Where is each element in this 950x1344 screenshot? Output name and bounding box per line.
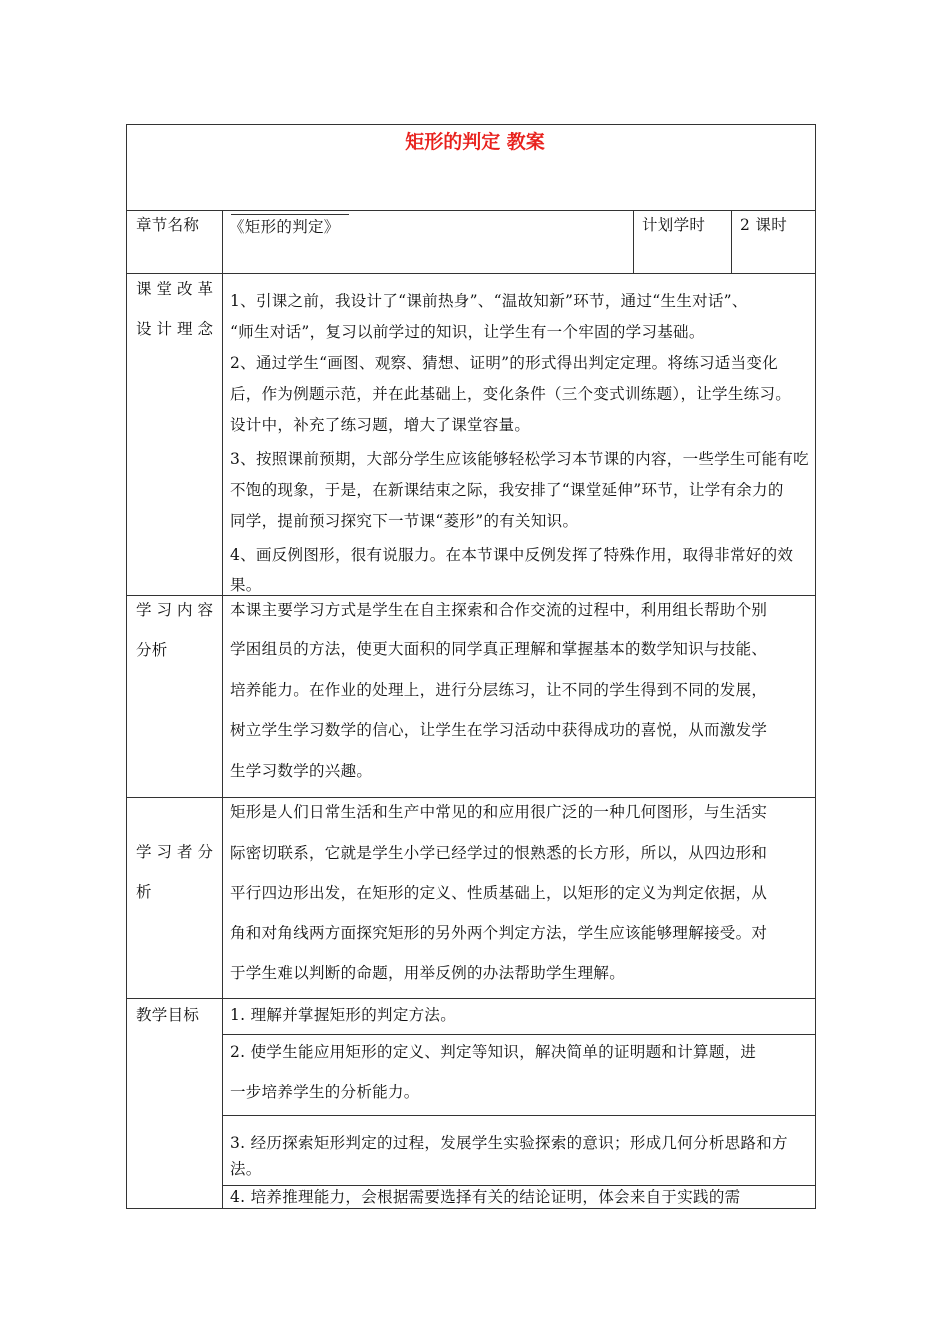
reform-line: 后，作为例题示范，并在此基础上，变化条件（三个变式训练题），让学生练习。 [230, 385, 792, 403]
content-line: 生学习数学的兴趣。 [230, 762, 373, 780]
learner-line: 矩形是人们日常生活和生产中常见的和应用很广泛的一种几何图形，与生活实 [230, 803, 768, 821]
reform-line: 设计中，补充了练习题，增大了课堂容量。 [230, 416, 531, 434]
content-line: 树立学生学习数学的信心，让学生在学习活动中获得成功的喜悦，从而激发学 [230, 721, 768, 739]
reform-line: 3、按照课前预期，大部分学生应该能够轻松学习本节课的内容，一些学生可能有吃 [230, 450, 809, 468]
goal-item: 4. 培养推理能力，会根据需要选择有关的结论证明，体会来自于实践的需 [230, 1188, 741, 1206]
learner-line: 平行四边形出发，在矩形的定义、性质基础上，以矩形的定义为判定依据，从 [230, 884, 768, 902]
goals-label: 教学目标 [136, 1006, 200, 1024]
reform-line: 果。 [230, 576, 262, 594]
page-title: 矩形的判定 教案 [405, 131, 545, 153]
goal-item-cont: 法。 [230, 1160, 262, 1178]
content-line: 培养能力。在作业的处理上，进行分层练习，让不同的学生得到不同的发展， [230, 681, 768, 699]
content-label-line2: 分析 [136, 641, 168, 659]
reform-line: 4、画反例图形，很有说服力。在本节课中反例发挥了特殊作用，取得非常好的效 [230, 546, 794, 564]
chapter-name-label: 章节名称 [136, 216, 200, 234]
learner-line: 于学生难以判断的命题，用举反例的办法帮助学生理解。 [230, 964, 626, 982]
reform-label-line2: 设计理念 [136, 320, 219, 338]
content-line: 学困组员的方法，使更大面积的同学真正理解和掌握基本的数学知识与技能、 [230, 640, 768, 658]
planned-hours-value: 2 课时 [740, 216, 787, 234]
reform-label-line1: 课堂改革 [136, 280, 219, 298]
reform-line: “师生对话”，复习以前学过的知识，让学生有一个牢固的学习基础。 [230, 323, 705, 341]
reform-line: 2、通过学生“画图、观察、猜想、证明”的形式得出判定定理。将练习适当变化 [230, 354, 779, 372]
goal-item: 2. 使学生能应用矩形的定义、判定等知识，解决简单的证明题和计算题，进 [230, 1043, 757, 1061]
goal-item: 1. 理解并掌握矩形的判定方法。 [230, 1006, 457, 1024]
learner-label-line1: 学习者分 [136, 843, 219, 861]
chapter-name-value: 《矩形的判定》 [229, 218, 340, 236]
goal-item: 3. 经历探索矩形判定的过程，发展学生实验探索的意识；形成几何分析思路和方 [230, 1134, 788, 1152]
reform-line: 同学，提前预习探究下一节课“菱形”的有关知识。 [230, 512, 579, 530]
content-label-line1: 学习内容 [136, 601, 219, 619]
learner-line: 际密切联系，它就是学生小学已经学过的恨熟悉的长方形，所以，从四边形和 [230, 844, 768, 862]
planned-hours-label: 计划学时 [642, 216, 706, 234]
reform-line: 1、引课之前，我设计了“课前热身”、“温故知新”环节，通过“生生对话”、 [230, 292, 748, 310]
learner-label-line2: 析 [136, 883, 152, 901]
content-line: 本课主要学习方式是学生在自主探索和合作交流的过程中，利用组长帮助个别 [230, 601, 768, 619]
reform-line: 不饱的现象，于是，在新课结束之际，我安排了“课堂延伸”环节，让学有余力的 [230, 481, 784, 499]
goal-item-cont: 一步培养学生的分析能力。 [230, 1083, 420, 1101]
learner-line: 角和对角线两方面探究矩形的另外两个判定方法，学生应该能够理解接受。对 [230, 924, 768, 942]
